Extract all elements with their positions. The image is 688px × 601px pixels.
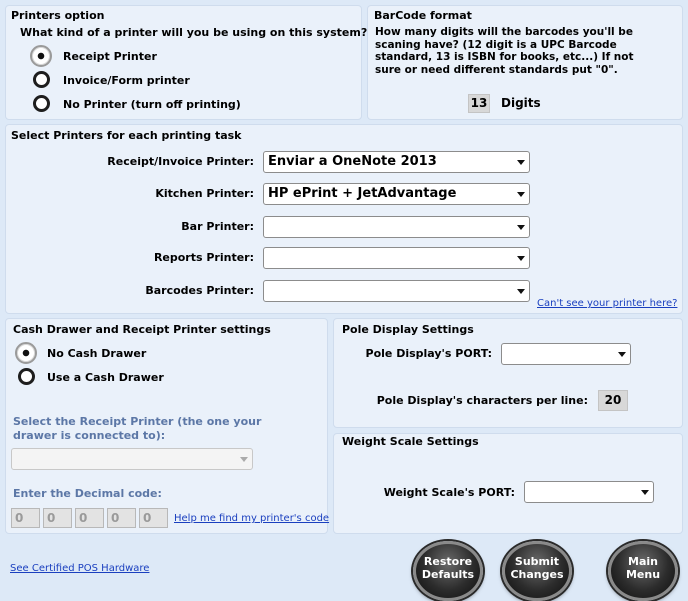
weight-scale-port-select[interactable] — [524, 481, 654, 503]
chevron-down-icon — [641, 490, 649, 495]
chevron-down-icon — [517, 160, 525, 165]
chevron-down-icon — [517, 225, 525, 230]
decimal-code-input-5[interactable]: 0 — [139, 508, 168, 528]
chevron-down-icon — [517, 256, 525, 261]
main-menu-label: Main Menu — [625, 555, 661, 581]
restore-defaults-label: Restore Defaults — [421, 555, 475, 581]
barcodes-printer-label: Barcodes Printer: — [145, 284, 254, 297]
kitchen-printer-value: HP ePrint + JetAdvantage — [268, 186, 457, 201]
printers-option-question: What kind of a printer will you be using on this system? — [20, 26, 368, 39]
weight-scale-port-label: Weight Scale's PORT: — [383, 486, 515, 499]
barcode-digits-label: Digits — [501, 96, 541, 110]
barcode-digits-input[interactable]: 13 — [468, 94, 490, 113]
printers-option-title: Printers option — [11, 9, 105, 22]
chevron-down-icon — [240, 457, 248, 462]
weight-scale-title: Weight Scale Settings — [342, 435, 479, 448]
receipt-invoice-printer-select[interactable] — [263, 151, 530, 173]
radio-receipt-printer[interactable] — [30, 45, 52, 67]
radio-no-cash-drawer-label[interactable]: No Cash Drawer — [47, 347, 147, 360]
main-menu-button[interactable] — [608, 541, 678, 601]
decimal-code-input-1[interactable]: 0 — [11, 508, 40, 528]
pole-display-chars-label: Pole Display's characters per line: — [376, 394, 588, 407]
radio-invoice-printer-label[interactable]: Invoice/Form printer — [63, 74, 190, 87]
radio-receipt-printer-label[interactable]: Receipt Printer — [63, 50, 157, 63]
restore-defaults-button[interactable] — [413, 541, 483, 601]
cash-drawer-title: Cash Drawer and Receipt Printer settings — [13, 323, 271, 336]
radio-use-cash-drawer-label[interactable]: Use a Cash Drawer — [47, 371, 164, 384]
find-printer-code-link[interactable]: Help me find my printer's code — [174, 513, 330, 524]
kitchen-printer-label: Kitchen Printer: — [155, 187, 254, 200]
chevron-down-icon — [517, 289, 525, 294]
pole-display-title: Pole Display Settings — [342, 323, 474, 336]
submit-changes-button[interactable] — [502, 541, 572, 601]
receipt-invoice-printer-label: Receipt/Invoice Printer: — [107, 155, 254, 168]
select-receipt-printer-label: Select the Receipt Printer (the one your drawer is connected to): — [13, 415, 262, 442]
barcodes-printer-select[interactable] — [263, 280, 530, 302]
certified-pos-hardware-link[interactable]: See Certified POS Hardware — [10, 563, 150, 574]
bar-printer-select[interactable] — [263, 216, 530, 238]
radio-no-printer-label[interactable]: No Printer (turn off printing) — [63, 98, 241, 111]
barcode-format-title: BarCode format — [374, 9, 472, 22]
reports-printer-label: Reports Printer: — [153, 251, 254, 264]
decimal-code-input-4[interactable]: 0 — [107, 508, 136, 528]
chevron-down-icon — [618, 352, 626, 357]
cant-see-printer-link[interactable]: Can't see your printer here? — [537, 298, 678, 309]
pole-display-chars-input[interactable]: 20 — [598, 390, 628, 411]
decimal-code-input-2[interactable]: 0 — [43, 508, 72, 528]
decimal-code-label: Enter the Decimal code: — [13, 487, 162, 500]
pole-display-port-label: Pole Display's PORT: — [365, 347, 492, 360]
pole-display-port-select[interactable] — [501, 343, 631, 365]
bar-printer-label: Bar Printer: — [181, 220, 254, 233]
receipt-invoice-printer-value: Enviar a OneNote 2013 — [268, 154, 437, 169]
decimal-code-input-3[interactable]: 0 — [75, 508, 104, 528]
reports-printer-select[interactable] — [263, 247, 530, 269]
kitchen-printer-select[interactable] — [263, 183, 530, 205]
radio-use-cash-drawer[interactable] — [18, 368, 35, 385]
radio-no-cash-drawer[interactable] — [15, 342, 37, 364]
chevron-down-icon — [517, 192, 525, 197]
radio-no-printer[interactable] — [33, 95, 50, 112]
radio-invoice-printer[interactable] — [33, 71, 50, 88]
cash-drawer-printer-select[interactable] — [11, 448, 253, 470]
barcode-format-description: How many digits will the barcodes you'll be scaning have? (12 digit is a UPC Barcode standard, 13 is ISBN for books, etc...) If not sure or need different standards put "0". — [375, 26, 634, 76]
printer-tasks-title: Select Printers for each printing task — [11, 129, 242, 142]
submit-changes-label: Submit Changes — [510, 555, 564, 581]
